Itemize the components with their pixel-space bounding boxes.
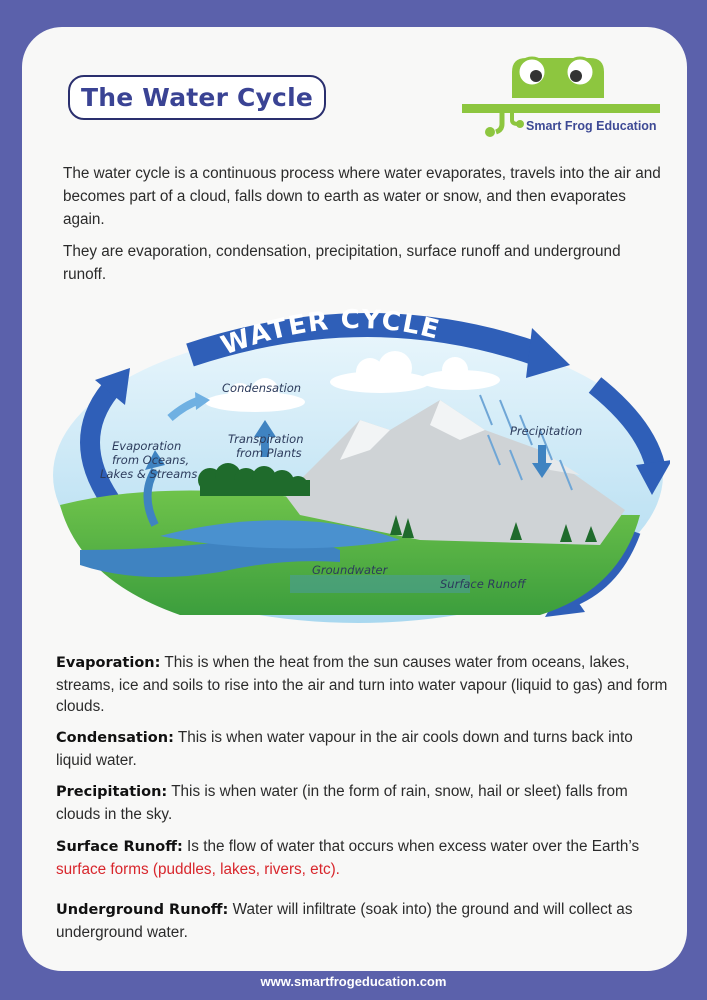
logo-brand-text: Smart Frog Education [526, 119, 657, 133]
definition-precipitation: Precipitation: This is when water (in the form of rain, snow, hail or sleet) falls from clouds in the sky. [56, 783, 628, 823]
surface-runoff-red-text: surface forms (puddles, lakes, rivers, etc). [56, 860, 340, 878]
intro-paragraph-1: The water cycle is a continuous process where water evaporates, travels into the air and becomes part of a cloud, falls down to earth as water or snow, and then evaporates again. [63, 165, 661, 228]
label-evaporation-3: Lakes & Streams [100, 467, 198, 481]
term-surface-runoff: Surface Runoff: [56, 839, 183, 855]
label-precipitation: Precipitation [510, 424, 583, 438]
term-underground-runoff: Underground Runoff: [56, 902, 229, 918]
definition-underground-runoff: Underground Runoff: Water will infiltrate (soak into) the ground and will collect as underground water. [56, 901, 633, 941]
definition-surface-runoff: Surface Runoff: Is the flow of water that occurs when excess water over the Earth’s surface forms (puddles, lakes, rivers, etc). [56, 838, 640, 878]
term-condensation: Condensation: [56, 730, 174, 746]
term-precipitation: Precipitation: [56, 784, 168, 800]
label-groundwater: Groundwater [312, 563, 388, 577]
label-evaporation-2: from Oceans, [112, 453, 190, 467]
label-surface-runoff: Surface Runoff [440, 577, 526, 591]
label-evaporation-1: Evaporation [112, 439, 182, 453]
definition-evaporation: Evaporation: This is when the heat from the sun causes water from oceans, lakes, streams, ice and soils to rise into the air and turn into water vapour (liquid to gas) and form clouds. [56, 654, 668, 715]
diagram-heading: WATER CYCLE [217, 304, 444, 362]
water-cycle-diagram [40, 300, 670, 625]
page-title-box [68, 75, 326, 120]
footer-url: www.smartfrogeducation.com [260, 974, 447, 989]
page-title: The Water Cycle [81, 83, 313, 112]
label-transpiration-1: Transpiration [228, 432, 304, 446]
label-transpiration-2: from Plants [236, 446, 302, 460]
definition-condensation: Condensation: This is when water vapour in the air cools down and turns back into liquid water. [56, 729, 633, 769]
intro-paragraph-2: They are evaporation, condensation, precipitation, surface runoff and underground runoff. [63, 243, 621, 283]
label-condensation: Condensation [222, 381, 302, 395]
term-evaporation: Evaporation: [56, 655, 161, 671]
